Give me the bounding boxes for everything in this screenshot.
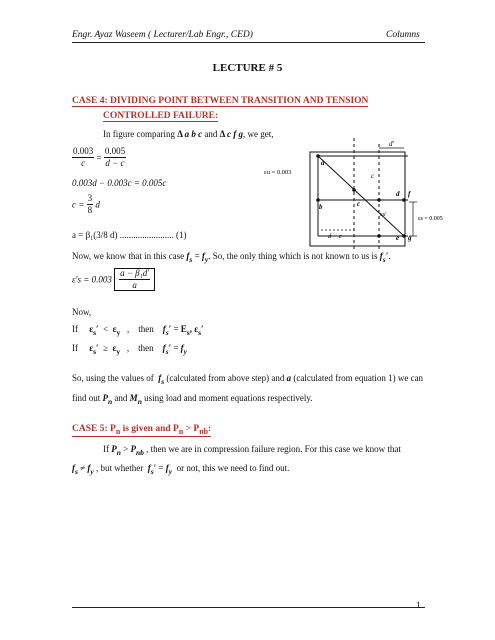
case4-heading-line2: CONTROLLED FAILURE: <box>103 111 219 121</box>
label-c-dimension: c <box>371 172 375 180</box>
header-author: Engr. Ayaz Waseem ( Lecturer/Lab Engr., CED) <box>72 30 253 40</box>
case4-intro: In figure comparing Δ a b c and Δ c f g, we get, <box>103 129 274 139</box>
label-g: g <box>408 234 412 242</box>
label-d: d <box>396 190 400 198</box>
condition-2: If $\varepsilon_s' \ge \varepsilon_y$ , then $f_s' = f_y$ <box>72 343 187 356</box>
page-number: 1 <box>416 600 421 610</box>
so-paragraph: So, using the values of $f_s$ (calculated from above step) and a (calculated from equation 1) we can find out $P_n$ and $M_n$ using load and moment equations respectively. <box>72 373 424 406</box>
equation-eps-s-prime: ε′s = 0.003 $\frac{\text{a − β₁d′}}{a}$ <box>72 268 155 291</box>
label-b: b <box>319 203 323 211</box>
case5-text1: If $P_n > P_{nb}$ , then we are in compression failure region. For this case we know that <box>103 444 401 457</box>
eps-s-prime-label: εs′ <box>380 211 387 218</box>
strain-diagram <box>258 136 443 254</box>
lecture-title: LECTURE # 5 <box>212 62 283 74</box>
label-f: f <box>408 190 411 198</box>
label-d-prime: d′ <box>389 140 395 148</box>
case5-heading: CASE 5: $P_n$ is given and $P_n > P_{nb}$: <box>72 424 212 436</box>
footer-rule <box>72 607 425 608</box>
equation-a: a = β₁(3/8 d) ........................ (1) <box>72 230 187 240</box>
equation-expanded: 0.003d − 0.003c = 0.005c <box>72 178 167 188</box>
label-c: c <box>357 200 361 208</box>
header-rule <box>72 42 425 43</box>
label-d-minus-c: d − c <box>328 233 342 240</box>
now-label: Now, <box>72 307 92 317</box>
eps-u-label: εu = 0.003 <box>264 169 292 176</box>
case5-text2: $f_s \ne f_y$ , but whether $f_s' = f_y$ or not, this we need to find out. <box>72 463 290 476</box>
condition-1: If $\varepsilon_s' < \varepsilon_y$ , then $f_s' = E_s$, $\varepsilon_s'$ <box>72 324 204 337</box>
equation-c: c = $\frac{3}{8}$ d <box>72 193 100 215</box>
case4-know-text: Now, we know that in this case $f_s = f_y$. So, the only thing which is not known to us is $f_s'$. <box>72 251 391 264</box>
eps-s-label: εs = 0.005 <box>418 216 443 222</box>
label-e: e <box>396 234 400 242</box>
case4-heading-line1: CASE 4: DIVIDING POINT BETWEEN TRANSITION AND TENSION <box>72 96 369 106</box>
label-a: a <box>321 159 325 167</box>
equation-ratio: $\frac{0.003}{c}$ = $\frac{0.005}{d - c}$ <box>73 146 126 168</box>
header-topic: Columns <box>386 30 420 40</box>
strain-line <box>318 156 404 236</box>
